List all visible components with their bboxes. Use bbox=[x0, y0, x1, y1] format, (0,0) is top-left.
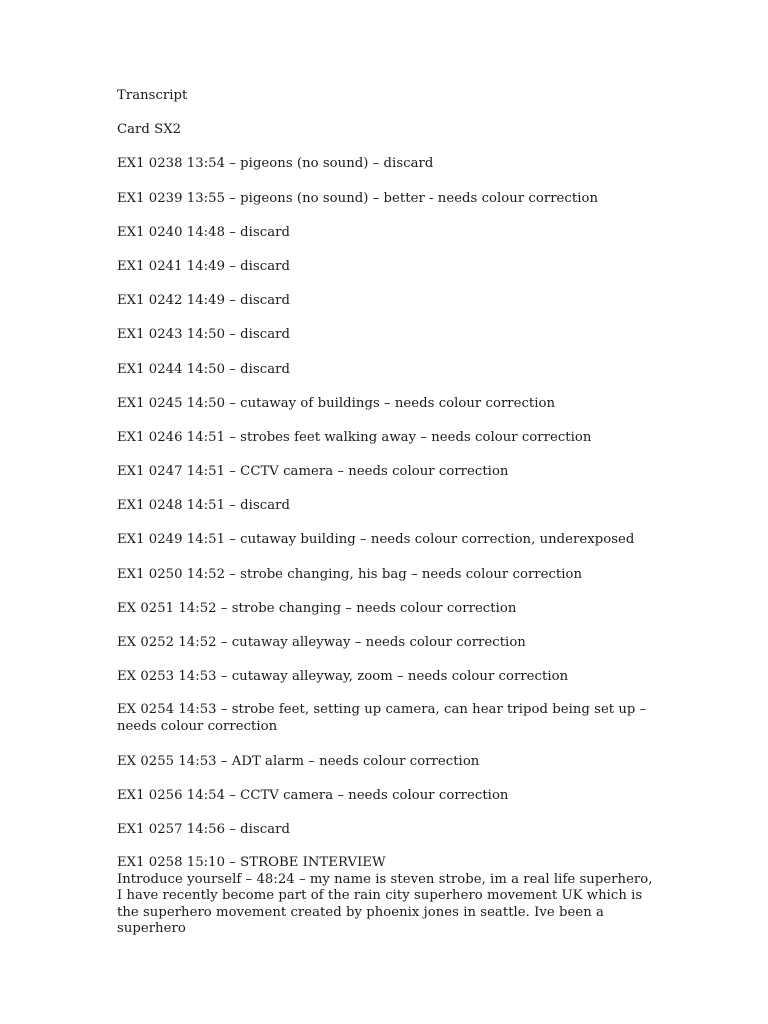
interview-text: Introduce yourself – 48:24 – my name is steven strobe, im a real life superhero, I have recently become part of the rain city superhero movement UK which is the superhero movement created by phoenix jones in seattle. Ive been a superhero bbox=[117, 871, 653, 937]
interview-heading: EX1 0258 15:10 – STROBE INTERVIEW bbox=[117, 855, 386, 871]
list-item: EX1 0239 13:55 – pigeons (no sound) – better - needs colour correction bbox=[117, 190, 598, 206]
list-item: EX 0254 14:53 – strobe feet, setting up camera, can hear tripod being set up – needs colour correction bbox=[117, 702, 647, 734]
list-item: EX 0251 14:52 – strobe changing – needs colour correction bbox=[117, 600, 517, 616]
list-item: EX 0255 14:53 – ADT alarm – needs colour correction bbox=[117, 753, 480, 769]
list-item: EX1 0256 14:54 – CCTV camera – needs colour correction bbox=[117, 787, 509, 803]
list-item: EX1 0245 14:50 – cutaway of buildings – needs colour correction bbox=[117, 395, 556, 411]
list-item: EX1 0247 14:51 – CCTV camera – needs colour correction bbox=[117, 464, 509, 480]
card-label: Card SX2 bbox=[117, 122, 182, 138]
list-item: EX1 0242 14:49 – discard bbox=[117, 293, 290, 309]
list-item: EX 0253 14:53 – cutaway alleyway, zoom – needs colour correction bbox=[117, 669, 569, 685]
interview-section bbox=[117, 855, 657, 938]
list-item: EX1 0246 14:51 – strobes feet walking away – needs colour correction bbox=[117, 429, 592, 445]
list-item: EX1 0250 14:52 – strobe changing, his bag – needs colour correction bbox=[117, 566, 583, 582]
list-item: EX1 0248 14:51 – discard bbox=[117, 498, 290, 514]
list-item: EX1 0238 13:54 – pigeons (no sound) – discard bbox=[117, 156, 434, 172]
list-item: EX1 0241 14:49 – discard bbox=[117, 258, 290, 274]
list-item: EX1 0243 14:50 – discard bbox=[117, 327, 290, 343]
list-item: EX 0252 14:52 – cutaway alleyway – needs colour correction bbox=[117, 635, 526, 650]
list-item: EX1 0240 14:48 – discard bbox=[117, 224, 290, 240]
transcript-page bbox=[117, 87, 657, 938]
list-item: EX1 0257 14:56 – discard bbox=[117, 821, 290, 837]
document-title: Transcript bbox=[117, 88, 188, 103]
list-item: EX1 0249 14:51 – cutaway building – needs colour correction, underexposed bbox=[117, 532, 635, 548]
list-item: EX1 0244 14:50 – discard bbox=[117, 361, 290, 377]
